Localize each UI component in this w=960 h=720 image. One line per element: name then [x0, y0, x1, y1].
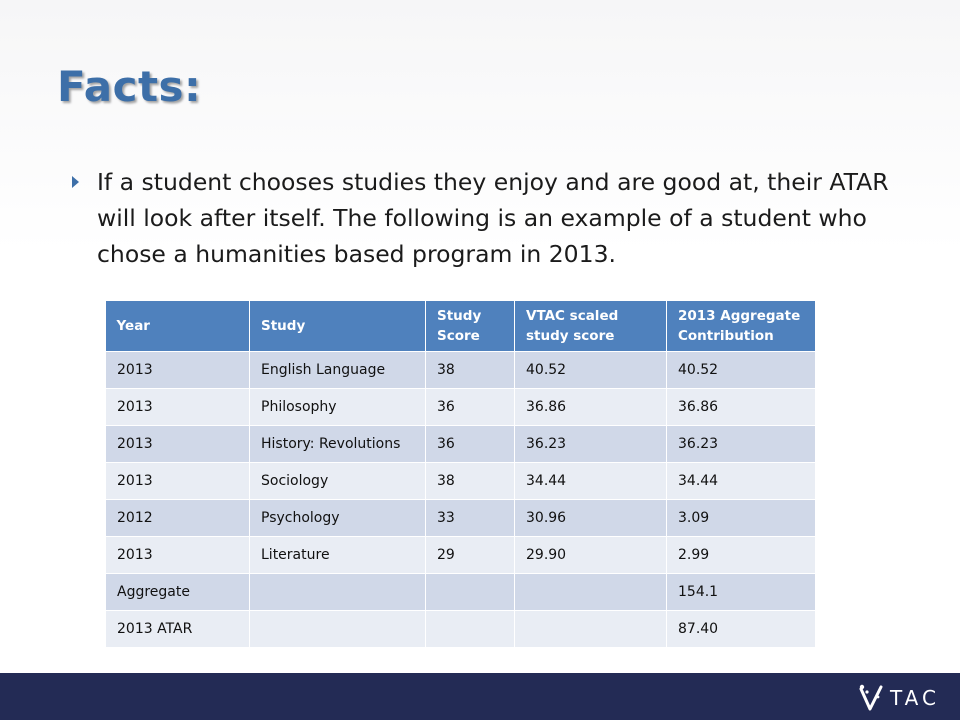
table-cell: 33 [426, 500, 515, 537]
header-study: Study [250, 301, 426, 352]
table-row [106, 574, 816, 611]
table-cell: 2013 [106, 389, 250, 426]
table-cell: 36.23 [667, 426, 816, 463]
table-cell: 2013 [106, 463, 250, 500]
table-cell: 38 [426, 352, 515, 389]
table-cell: 36.86 [515, 389, 667, 426]
table-cell [426, 611, 515, 648]
table-cell: Philosophy [250, 389, 426, 426]
table-cell: 154.1 [667, 574, 816, 611]
table-cell: Aggregate [106, 574, 250, 611]
bullet-point [72, 164, 902, 272]
table-cell: 36 [426, 426, 515, 463]
table-cell: Sociology [250, 463, 426, 500]
table-cell: 34.44 [515, 463, 667, 500]
table-cell: 2012 [106, 500, 250, 537]
table-cell: Literature [250, 537, 426, 574]
table-cell: 40.52 [515, 352, 667, 389]
table-cell: 36.23 [515, 426, 667, 463]
table-cell [250, 611, 426, 648]
table-cell: 36.86 [667, 389, 816, 426]
results-table [105, 301, 816, 648]
header-study-score: Study Score [426, 301, 515, 352]
header-aggregate-contribution: 2013 Aggregate Contribution [667, 301, 816, 352]
table-cell: 2013 [106, 537, 250, 574]
table-cell: 2013 [106, 426, 250, 463]
table-cell: 3.09 [667, 500, 816, 537]
header-year: Year [106, 301, 250, 352]
table-row [106, 537, 816, 574]
table-cell: English Language [250, 352, 426, 389]
table-cell [515, 611, 667, 648]
table-cell: 2.99 [667, 537, 816, 574]
table-cell: 2013 [106, 352, 250, 389]
table-cell: Psychology [250, 500, 426, 537]
table-cell: 30.96 [515, 500, 667, 537]
table-cell: 34.44 [667, 463, 816, 500]
header-scaled-score: VTAC scaled study score [515, 301, 667, 352]
table-row [106, 426, 816, 463]
table-row [106, 389, 816, 426]
table-cell: 38 [426, 463, 515, 500]
table-cell: 29.90 [515, 537, 667, 574]
vtac-logo [858, 681, 948, 715]
table-cell: 36 [426, 389, 515, 426]
table-cell: 2013 ATAR [106, 611, 250, 648]
table-cell: 87.40 [667, 611, 816, 648]
table-cell [515, 574, 667, 611]
table-row [106, 500, 816, 537]
table-body [106, 352, 816, 648]
slide-title: Facts: [57, 62, 202, 111]
vtac-v-icon [858, 683, 884, 713]
table-cell: 40.52 [667, 352, 816, 389]
table-row [106, 611, 816, 648]
table-cell [426, 574, 515, 611]
table-cell: History: Revolutions [250, 426, 426, 463]
table-cell [250, 574, 426, 611]
table-row [106, 352, 816, 389]
vtac-logo-text: TAC [890, 686, 940, 710]
footer-bar [0, 673, 960, 720]
table-row [106, 463, 816, 500]
table-cell: 29 [426, 537, 515, 574]
bullet-text: If a student chooses studies they enjoy and are good at, their ATAR will look after itself. The following is an example of a student who chose a humanities based program in 2013. [97, 168, 889, 268]
table-header-row [106, 301, 816, 352]
triangle-bullet-icon [72, 176, 79, 188]
